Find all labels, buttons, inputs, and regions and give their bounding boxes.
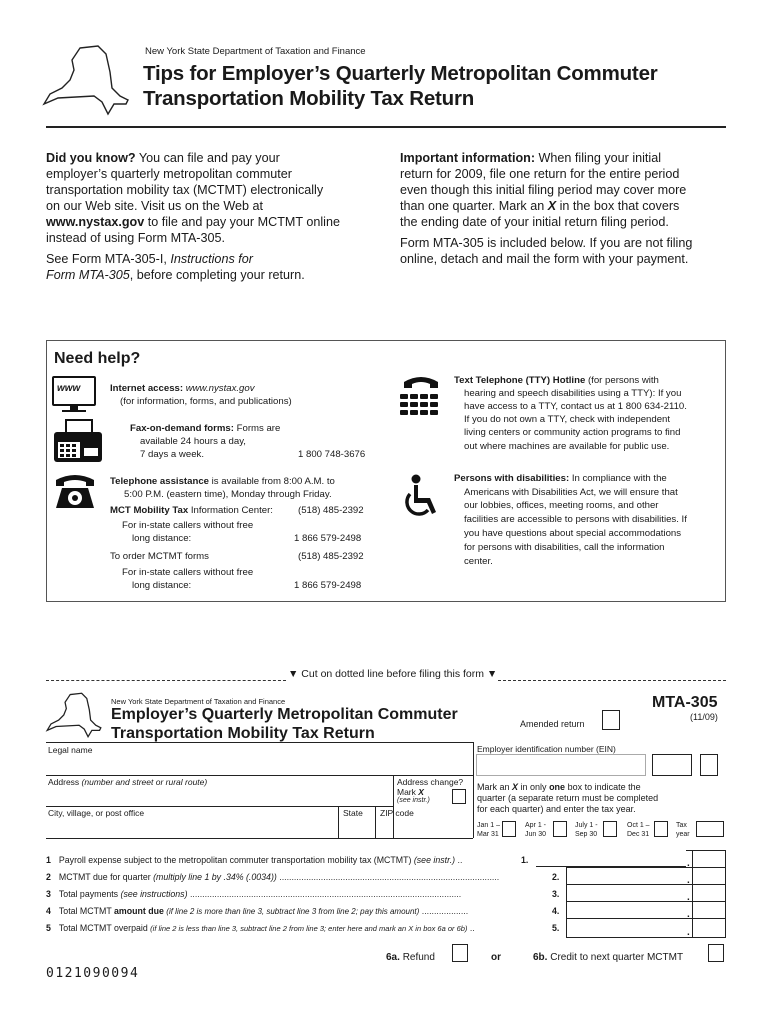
dis-line5: you have questions about special accommodations [464, 528, 682, 539]
instate-2-line1: For in-state callers without free [122, 567, 254, 578]
line-2-input[interactable] [567, 868, 691, 883]
cut-instruction: ▼ Cut on dotted line before filing this form ▼ [288, 668, 498, 680]
quarter-q1-checkbox[interactable] [502, 821, 516, 837]
ny-state-map-small-logo [44, 692, 104, 738]
quarter-q3-label: July 1 - Sep 30 [575, 822, 598, 838]
line-5: 5 Total MCTMT overpaid (if line 2 is less than line 3, subtract line 2 from line 3; enter here and mark an X in box 6a or 6b) .. [46, 923, 475, 933]
instate-1-phone: 1 866 579-2498 [294, 533, 362, 544]
line-4-ref: 4. [552, 906, 560, 916]
dept-name: New York State Department of Taxation and Finance [145, 46, 366, 57]
internet-sub: (for information, forms, and publications) [120, 396, 292, 407]
tty-line4: If you do not own a TTY, check with independent [464, 414, 671, 425]
quarter-q4-label: Oct 1 – Dec 31 [627, 822, 650, 838]
telephone-icon [52, 470, 98, 512]
www-icon: www [52, 376, 96, 412]
mct-phone: (518) 485-2392 [298, 505, 364, 516]
line-5-ref: 5. [552, 923, 560, 933]
ny-state-map-logo [40, 44, 132, 116]
page-title-line2: Transportation Mobility Tax Return [143, 87, 475, 110]
zip-label: ZIP code [380, 808, 414, 818]
line-3-input[interactable] [567, 885, 691, 900]
form-top-rule [46, 742, 473, 743]
tty-line6: out where machines are available for public use. [464, 441, 670, 452]
fax-phone: 1 800 748-3676 [298, 449, 366, 460]
state-input[interactable] [340, 818, 374, 836]
row-rule-address [46, 775, 473, 776]
amended-return-label: Amended return [520, 719, 585, 729]
tty-line2: hearing and speech disabilities using a TTY): If you [464, 388, 682, 399]
address-label: Address (number and street or rural route) [48, 777, 208, 787]
telephone-hours: 5:00 P.M. (eastern time), Monday through Friday. [124, 489, 332, 500]
ein-box-b[interactable] [700, 754, 718, 776]
refund-checkbox[interactable] [452, 944, 468, 962]
instate-2-line2: long distance: [132, 580, 192, 591]
form-number: MTA-305 [652, 694, 718, 711]
dis-line3: our lobbies, offices, meeting rooms, and other [464, 500, 659, 511]
tty-line3: have access to a TTY, contact us at 1 800 634-2110. [464, 401, 687, 412]
fax-on-demand: Fax-on-demand forms: Forms are [130, 423, 281, 434]
instate-1-line2: long distance: [132, 533, 192, 544]
internet-access: Internet access: www.nystax.gov [110, 383, 255, 394]
quarter-instructions: Mark an X in only one box to indicate the quarter (a separate return must be completed for each quarter) and enter the tax year. [477, 782, 659, 814]
page-title-line1: Tips for Employer’s Quarterly Metropolitan Commuter [143, 62, 658, 85]
barcode-number: 0121090094 [46, 966, 140, 981]
ein-box-a[interactable] [652, 754, 692, 776]
line-2: 2 MCTMT due for quarter (multiply line 1 by .34% (.0034)) .......................................................................................... [46, 872, 500, 882]
address-change-mark: Mark X [397, 787, 424, 797]
line-1: 1 Payroll expense subject to the metropolitan commuter transportation mobility tax (MCTMT) (see instr.) .. [46, 855, 463, 865]
address-input[interactable] [46, 788, 391, 806]
did-you-know-section: Did you know? You can file and pay your employer’s quarterly metropolitan commuter transportation mobility tax (MCTMT) electronically on our Web site. Visit us on the Web at www.nystax.gov to file and pay your MCTMT online instead of using Form MTA-305. See Form MTA-305-I, Instructions for Form MTA-305, before completing your return. [46, 151, 340, 282]
address-change-label: Address change? [397, 777, 464, 787]
row-rule-bottom [46, 838, 473, 839]
instate-2-phone: 1 866 579-2498 [294, 580, 362, 591]
order-phone: (518) 485-2392 [298, 551, 364, 562]
important-info-section: Important information: When filing your initial return for 2009, file one return for the entire period even though this initial filing period may cover more than one quarter. Mark an X in the box that covers the ending date of your initial return filing period. Form MTA-305 is included below. If you are not filing online, detach and mail the form with your payment. [400, 151, 693, 266]
quarter-q4-checkbox[interactable] [654, 821, 668, 837]
credit-checkbox[interactable] [708, 944, 724, 962]
instate-1-line1: For in-state callers without free [122, 520, 254, 531]
credit-option: 6b. Credit to next quarter MCTMT [533, 952, 684, 963]
need-help-title: Need help? [54, 350, 141, 367]
quarter-q1-label: Jan 1 – Mar 31 [477, 822, 500, 838]
legal-name-label: Legal name [48, 745, 93, 755]
dis-line7: center. [464, 556, 493, 567]
zip-input[interactable] [377, 818, 471, 836]
quarter-q2-label: Apr 1 - Jun 30 [525, 822, 547, 838]
line-3: 3 Total payments (see instructions) ............................................................................................................... [46, 889, 462, 899]
dis-line6: for persons with disabilities, call the information [464, 542, 665, 553]
mct-info-center: MCT Mobility Tax Information Center: [110, 505, 273, 516]
wheelchair-icon [400, 474, 442, 520]
state-label: State [343, 808, 363, 818]
persons-disabilities: Persons with disabilities: In compliance with the [454, 473, 667, 484]
header-divider [46, 126, 726, 128]
fax-line3: 7 days a week. [140, 449, 204, 460]
tax-year-label: Tax year [676, 822, 690, 838]
tax-year-input[interactable] [696, 821, 724, 837]
address-change-checkbox[interactable] [452, 789, 466, 804]
cut-dashes-right [498, 680, 726, 681]
ein-label: Employer identification number (EIN) [477, 744, 616, 754]
line-5-input[interactable] [567, 919, 691, 936]
form-title-line2: Transportation Mobility Tax Return [111, 725, 375, 742]
line-3-ref: 3. [552, 889, 560, 899]
refund-option: 6a. Refund [386, 952, 435, 963]
dis-line4: facilities are accessible to persons with disabilities. If [464, 514, 687, 525]
legal-name-input[interactable] [46, 754, 472, 774]
line-2-ref: 2. [552, 872, 560, 882]
amended-return-checkbox[interactable] [602, 710, 620, 730]
line-1-ref: 1. [521, 855, 529, 865]
line-4-input[interactable] [567, 902, 691, 917]
tty-icon [398, 374, 444, 420]
order-forms: To order MCTMT forms [110, 551, 209, 562]
form-dept: New York State Department of Taxation and Finance [111, 697, 286, 706]
fax-machine-icon [52, 418, 104, 464]
form-title-line1: Employer’s Quarterly Metropolitan Commuter [111, 706, 458, 723]
tty-line5: living centers or community action programs to find [464, 427, 681, 438]
dis-line2: Americans with Disabilities Act, we will ensure that [464, 487, 678, 498]
cut-dashes-left [46, 680, 286, 681]
or-label: or [491, 952, 501, 963]
city-label: City, village, or post office [48, 808, 145, 818]
address-change-instr: (see instr.) [397, 797, 430, 804]
quarter-q2-checkbox[interactable] [553, 821, 567, 837]
amount-grid: . . . . . [566, 850, 726, 938]
ein-input[interactable] [476, 754, 646, 776]
line-4: 4 Total MCTMT amount due (if line 2 is more than line 3, subtract line 3 from line 2; pay this amount) ................... [46, 906, 469, 916]
form-divider-vertical [473, 742, 474, 838]
quarter-q3-checkbox[interactable] [603, 821, 617, 837]
zip-divider [375, 806, 376, 838]
fax-line2: available 24 hours a day, [140, 436, 246, 447]
state-divider [338, 806, 339, 838]
form-revision: (11/09) [690, 712, 718, 722]
tty-hotline: Text Telephone (TTY) Hotline (for persons with [454, 375, 659, 386]
row-rule-city [46, 806, 393, 807]
telephone-assistance: Telephone assistance is available from 8:00 A.M. to [110, 476, 335, 487]
city-input[interactable] [46, 818, 336, 836]
